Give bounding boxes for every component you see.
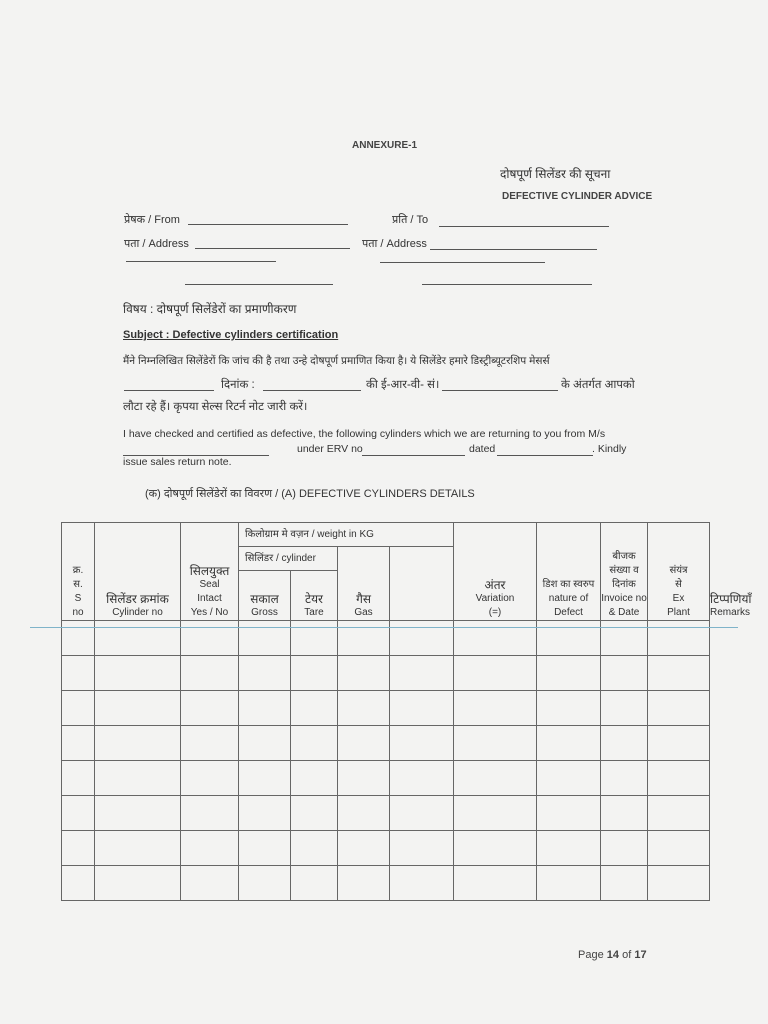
page-total: 17 [634,949,647,961]
section-title: (क) दोषपूर्ण सिलेंडेरों का विवरण / (A) DEFECTIVE CYLINDERS DETAILS [145,488,475,500]
english-dated-label: dated [469,443,496,455]
address-right-line-2[interactable] [380,262,545,263]
table-cell[interactable] [239,761,291,796]
table-cell[interactable] [239,796,291,831]
table-cell[interactable] [454,796,537,831]
table-row [62,621,710,656]
table-cell[interactable] [95,831,181,866]
header-tare: टेयर Tare [291,571,338,621]
english-erv-label: under ERV no [297,443,363,455]
paragraph-english-line-1: I have checked and certified as defective, the following cylinders which we are returning to you from M/s [123,428,606,440]
table-cell[interactable] [537,831,601,866]
table-cell[interactable] [454,726,537,761]
address-right-line-3[interactable] [422,284,592,285]
annexure-label: ANNEXURE-1 [352,140,418,151]
table-cell[interactable] [291,866,338,901]
hindi-erv-label: की ई-आर-वी- सं। [366,379,440,391]
paragraph-hindi-line-1: मैंने निम्नलिखित सिलेंडेरों कि जांच की है तथा उन्हे दोषपूर्ण प्रमाणित किया है। ये सिलेंडेर हमारे डिस्ट्रीब्यूटरशिप मेसर्स [123,355,550,367]
table-cell[interactable] [291,761,338,796]
table-cell[interactable] [390,691,454,726]
table-cell[interactable] [454,866,537,901]
table-row [62,691,710,726]
table-cell[interactable] [239,831,291,866]
table-cell[interactable] [239,621,291,656]
from-label: प्रेषक / From [124,214,180,226]
table-cell[interactable] [601,831,648,866]
table-cell[interactable] [239,691,291,726]
table-cell[interactable] [537,691,601,726]
table-cell[interactable] [95,761,181,796]
table-row [62,831,710,866]
table-cell[interactable] [648,621,710,656]
table-cell[interactable] [338,796,390,831]
table-cell[interactable] [454,621,537,656]
english-date-line[interactable] [497,455,593,456]
title-english: DEFECTIVE CYLINDER ADVICE [502,191,653,202]
address-left-line-3[interactable] [185,284,333,285]
table-cell[interactable] [239,726,291,761]
table-cell[interactable] [601,656,648,691]
table-cell[interactable] [62,866,95,901]
table-cell[interactable] [648,656,710,691]
table-cell[interactable] [291,796,338,831]
header-cylinder-no: सिलेंडर क्रमांक Cylinder no [95,523,181,621]
header-ex-plant: संयंत्र से Ex Plant [648,523,710,621]
table-cell[interactable] [181,831,239,866]
from-field-line[interactable] [188,224,348,225]
table-cell[interactable] [62,831,95,866]
header-variation: अंतर Variation (=) [454,523,537,621]
table-cell[interactable] [62,691,95,726]
table-cell[interactable] [338,691,390,726]
table-cell[interactable] [181,691,239,726]
table-row [62,796,710,831]
table-cell[interactable] [95,691,181,726]
table-cell[interactable] [601,796,648,831]
table-cell[interactable] [648,866,710,901]
table-cell[interactable] [601,621,648,656]
address-left-line-1[interactable] [195,248,350,249]
table-cell[interactable] [454,761,537,796]
english-kindly-text: . Kindly [592,443,627,455]
paragraph-hindi-line-3: लौटा रहे हैं। कृपया सेल्स रिटर्न नोट जारी करें। [123,401,308,413]
table-cell[interactable] [181,726,239,761]
table-row [62,866,710,901]
table-cell[interactable] [291,691,338,726]
table-cell[interactable] [291,831,338,866]
header-invoice: बीजक संख्या व दिनांक Invoice no & Date [601,523,648,621]
to-field-line[interactable] [439,226,609,227]
table-cell[interactable] [291,621,338,656]
scan-guide-line [30,627,738,628]
page-footer [578,949,647,961]
table-cell[interactable] [537,866,601,901]
subject-english: Subject : Defective cylinders certification [123,329,339,341]
english-erv-line[interactable] [362,455,465,456]
table-cell[interactable] [390,831,454,866]
hindi-dinank-label: दिनांक : [221,379,255,391]
page-number: 14 [606,949,620,961]
table-cell[interactable] [648,796,710,831]
table-cell[interactable] [390,656,454,691]
of-word: of [622,949,632,961]
table-row [62,761,710,796]
table-cell[interactable] [338,831,390,866]
table-body [62,621,710,901]
header-nature-of-defect: डिश का स्वरुप nature of Defect [537,523,601,621]
title-hindi: दोषपूर्ण सिलेंडर की सूचना [500,167,611,181]
table-cell[interactable] [648,761,710,796]
table-cell[interactable] [239,866,291,901]
paragraph-english-line-3: issue sales return note. [123,456,232,468]
table-cell[interactable] [454,691,537,726]
header-weight-kg: किलोग्राम मे वज़न / weight in KG [239,523,454,547]
table-cell[interactable] [95,621,181,656]
header-gross: सकाल Gross [239,571,291,621]
table-cell[interactable] [537,761,601,796]
table-cell[interactable] [390,761,454,796]
header-sno: क्र. स. S no [62,523,95,621]
header-seal-intact: सिलयुक्त Seal Intact Yes / No [181,523,239,621]
table-cell[interactable] [601,726,648,761]
table-cell[interactable] [291,726,338,761]
table-cell[interactable] [390,726,454,761]
table-cell[interactable] [62,761,95,796]
table-cell[interactable] [95,656,181,691]
address-label-right: पता / Address [362,238,427,250]
table-row [62,726,710,761]
table-cell[interactable] [338,656,390,691]
table-cell[interactable] [338,761,390,796]
page-word: Page [578,949,604,961]
table-cell[interactable] [390,796,454,831]
table-row [62,656,710,691]
table-cell[interactable] [537,726,601,761]
hindi-dealer-line[interactable] [124,390,214,391]
subject-hindi: विषय : दोषपूर्ण सिलेंडेरों का प्रमाणीकरण [123,302,297,316]
table-cell[interactable] [537,656,601,691]
table-cell[interactable] [62,621,95,656]
table-cell[interactable] [537,621,601,656]
hindi-antargat-label: के अंतर्गत आपको [561,379,635,391]
table-cell[interactable] [648,726,710,761]
table-header-row-1: क्र. स. S no सिलेंडर क्रमांक Cylinder no सिलयुक्त Seal Intact Yes / No किलोग्राम मे वज़न / weight in KG अंतर Variation (=) डिश का स्वरुप nature of Defect बीजक संख्या व दिनांक Invoice no & Date संयंत्र से Ex Plant टिप्पणियाँ Remarks [62,523,710,547]
table-cell[interactable] [181,621,239,656]
table-cell[interactable] [454,831,537,866]
table-cell[interactable] [338,726,390,761]
table-cell[interactable] [648,691,710,726]
table-cell[interactable] [390,866,454,901]
table-cell[interactable] [454,656,537,691]
address-right-line-1[interactable] [430,249,597,250]
hindi-erv-line[interactable] [442,390,558,391]
table-cell[interactable] [95,726,181,761]
hindi-date-line[interactable] [263,390,361,391]
table-cell[interactable] [181,866,239,901]
table-cell[interactable] [601,761,648,796]
table-cell[interactable] [239,656,291,691]
to-label: प्रति / To [392,214,429,226]
header-cylinder: सिलिंडर / cylinder [239,547,338,571]
table-cell[interactable] [181,796,239,831]
table-cell[interactable] [390,621,454,656]
table-cell[interactable] [338,621,390,656]
table-cell[interactable] [601,691,648,726]
defective-cylinders-table [61,522,752,901]
address-left-line-2[interactable] [126,261,276,262]
table-cell[interactable] [62,726,95,761]
table-cell[interactable] [601,866,648,901]
table-cell[interactable] [537,796,601,831]
table-cell[interactable] [95,866,181,901]
table-cell[interactable] [62,796,95,831]
table-cell[interactable] [291,656,338,691]
table-cell[interactable] [62,656,95,691]
table-cell[interactable] [181,761,239,796]
table-cell[interactable] [95,796,181,831]
table-cell[interactable] [648,831,710,866]
header-gas: गैस Gas [338,547,390,621]
table-cell[interactable] [338,866,390,901]
address-label-left: पता / Address [124,238,189,250]
table-cell[interactable] [181,656,239,691]
